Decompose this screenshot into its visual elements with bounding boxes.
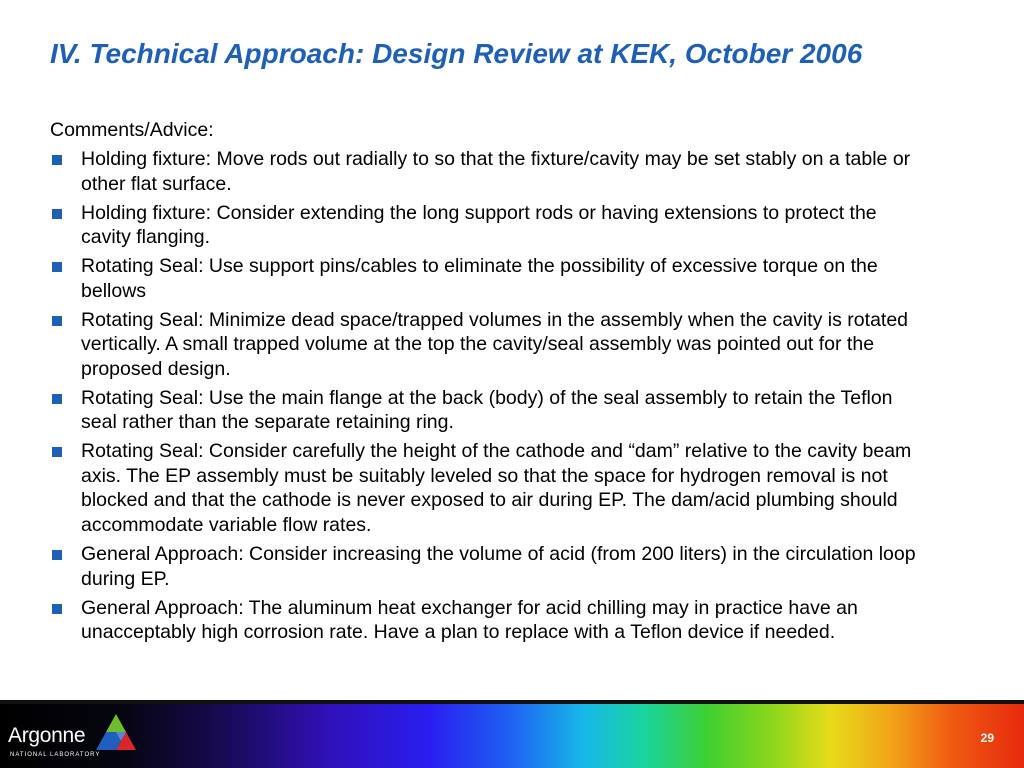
bullet-text: General Approach: The aluminum heat exchanger for acid chilling may in practice have an unacceptably high corrosion rate. Have a plan to replace with a Teflon device if needed. xyxy=(81,596,858,644)
bullet-list xyxy=(50,147,930,645)
argonne-triangle-logo-icon xyxy=(94,712,138,752)
bullet-item xyxy=(50,147,930,196)
slide-title: IV. Technical Approach: Design Review at KEK, October 2006 xyxy=(50,38,863,69)
footer-bar xyxy=(0,704,1024,768)
bullet-item xyxy=(50,201,930,250)
bullet-square-icon xyxy=(52,447,62,457)
intro-text: Comments/Advice: xyxy=(50,119,214,141)
bullet-text: Rotating Seal: Consider carefully the height of the cathode and “dam” relative to the cavity beam axis. The EP assembly must be suitably leveled so that the space for hydrogen removal is not blocked and that the cathode is never exposed to air during EP. The dam/acid plumbing should accommodate variable flow rates. xyxy=(81,440,912,536)
bullet-item xyxy=(50,596,930,645)
bullet-text: Holding fixture: Move rods out radially to so that the fixture/cavity may be set stably on a table or other flat surface. xyxy=(81,148,911,195)
logo-subtext: NATIONAL LABORATORY xyxy=(10,752,101,758)
bullet-square-icon xyxy=(52,262,62,272)
bullet-text: General Approach: Consider increasing the volume of acid (from 200 liters) in the circulation loop during EP. xyxy=(81,543,916,590)
bullet-text: Holding fixture: Consider extending the long support rods or having extensions to protect the cavity flanging. xyxy=(81,201,877,249)
bullet-square-icon xyxy=(52,316,62,326)
slide-content xyxy=(50,118,930,649)
bullet-square-icon xyxy=(52,550,62,560)
bullet-item xyxy=(50,254,930,303)
bullet-text: Rotating Seal: Use support pins/cables to eliminate the possibility of excessive torque on the bellows xyxy=(81,255,878,302)
bullet-item xyxy=(50,542,930,591)
bullet-text: Rotating Seal: Minimize dead space/trapped volumes in the assembly when the cavity is rotated vertically. A small trapped volume at the top the cavity/seal assembly was pointed out for the proposed design. xyxy=(81,308,909,380)
bullet-square-icon xyxy=(52,604,62,614)
bullet-text: Rotating Seal: Use the main flange at the back (body) of the seal assembly to retain the Teflon seal rather than the separate retaining ring. xyxy=(81,386,893,434)
bullet-item xyxy=(50,308,930,382)
argonne-logo xyxy=(8,710,138,764)
bullet-square-icon xyxy=(52,394,62,404)
page-number: 29 xyxy=(980,731,994,745)
bullet-item xyxy=(50,439,930,537)
bullet-square-icon xyxy=(52,155,62,165)
bullet-item xyxy=(50,386,930,435)
logo-text: Argonne xyxy=(8,724,86,747)
bullet-square-icon xyxy=(52,209,62,219)
